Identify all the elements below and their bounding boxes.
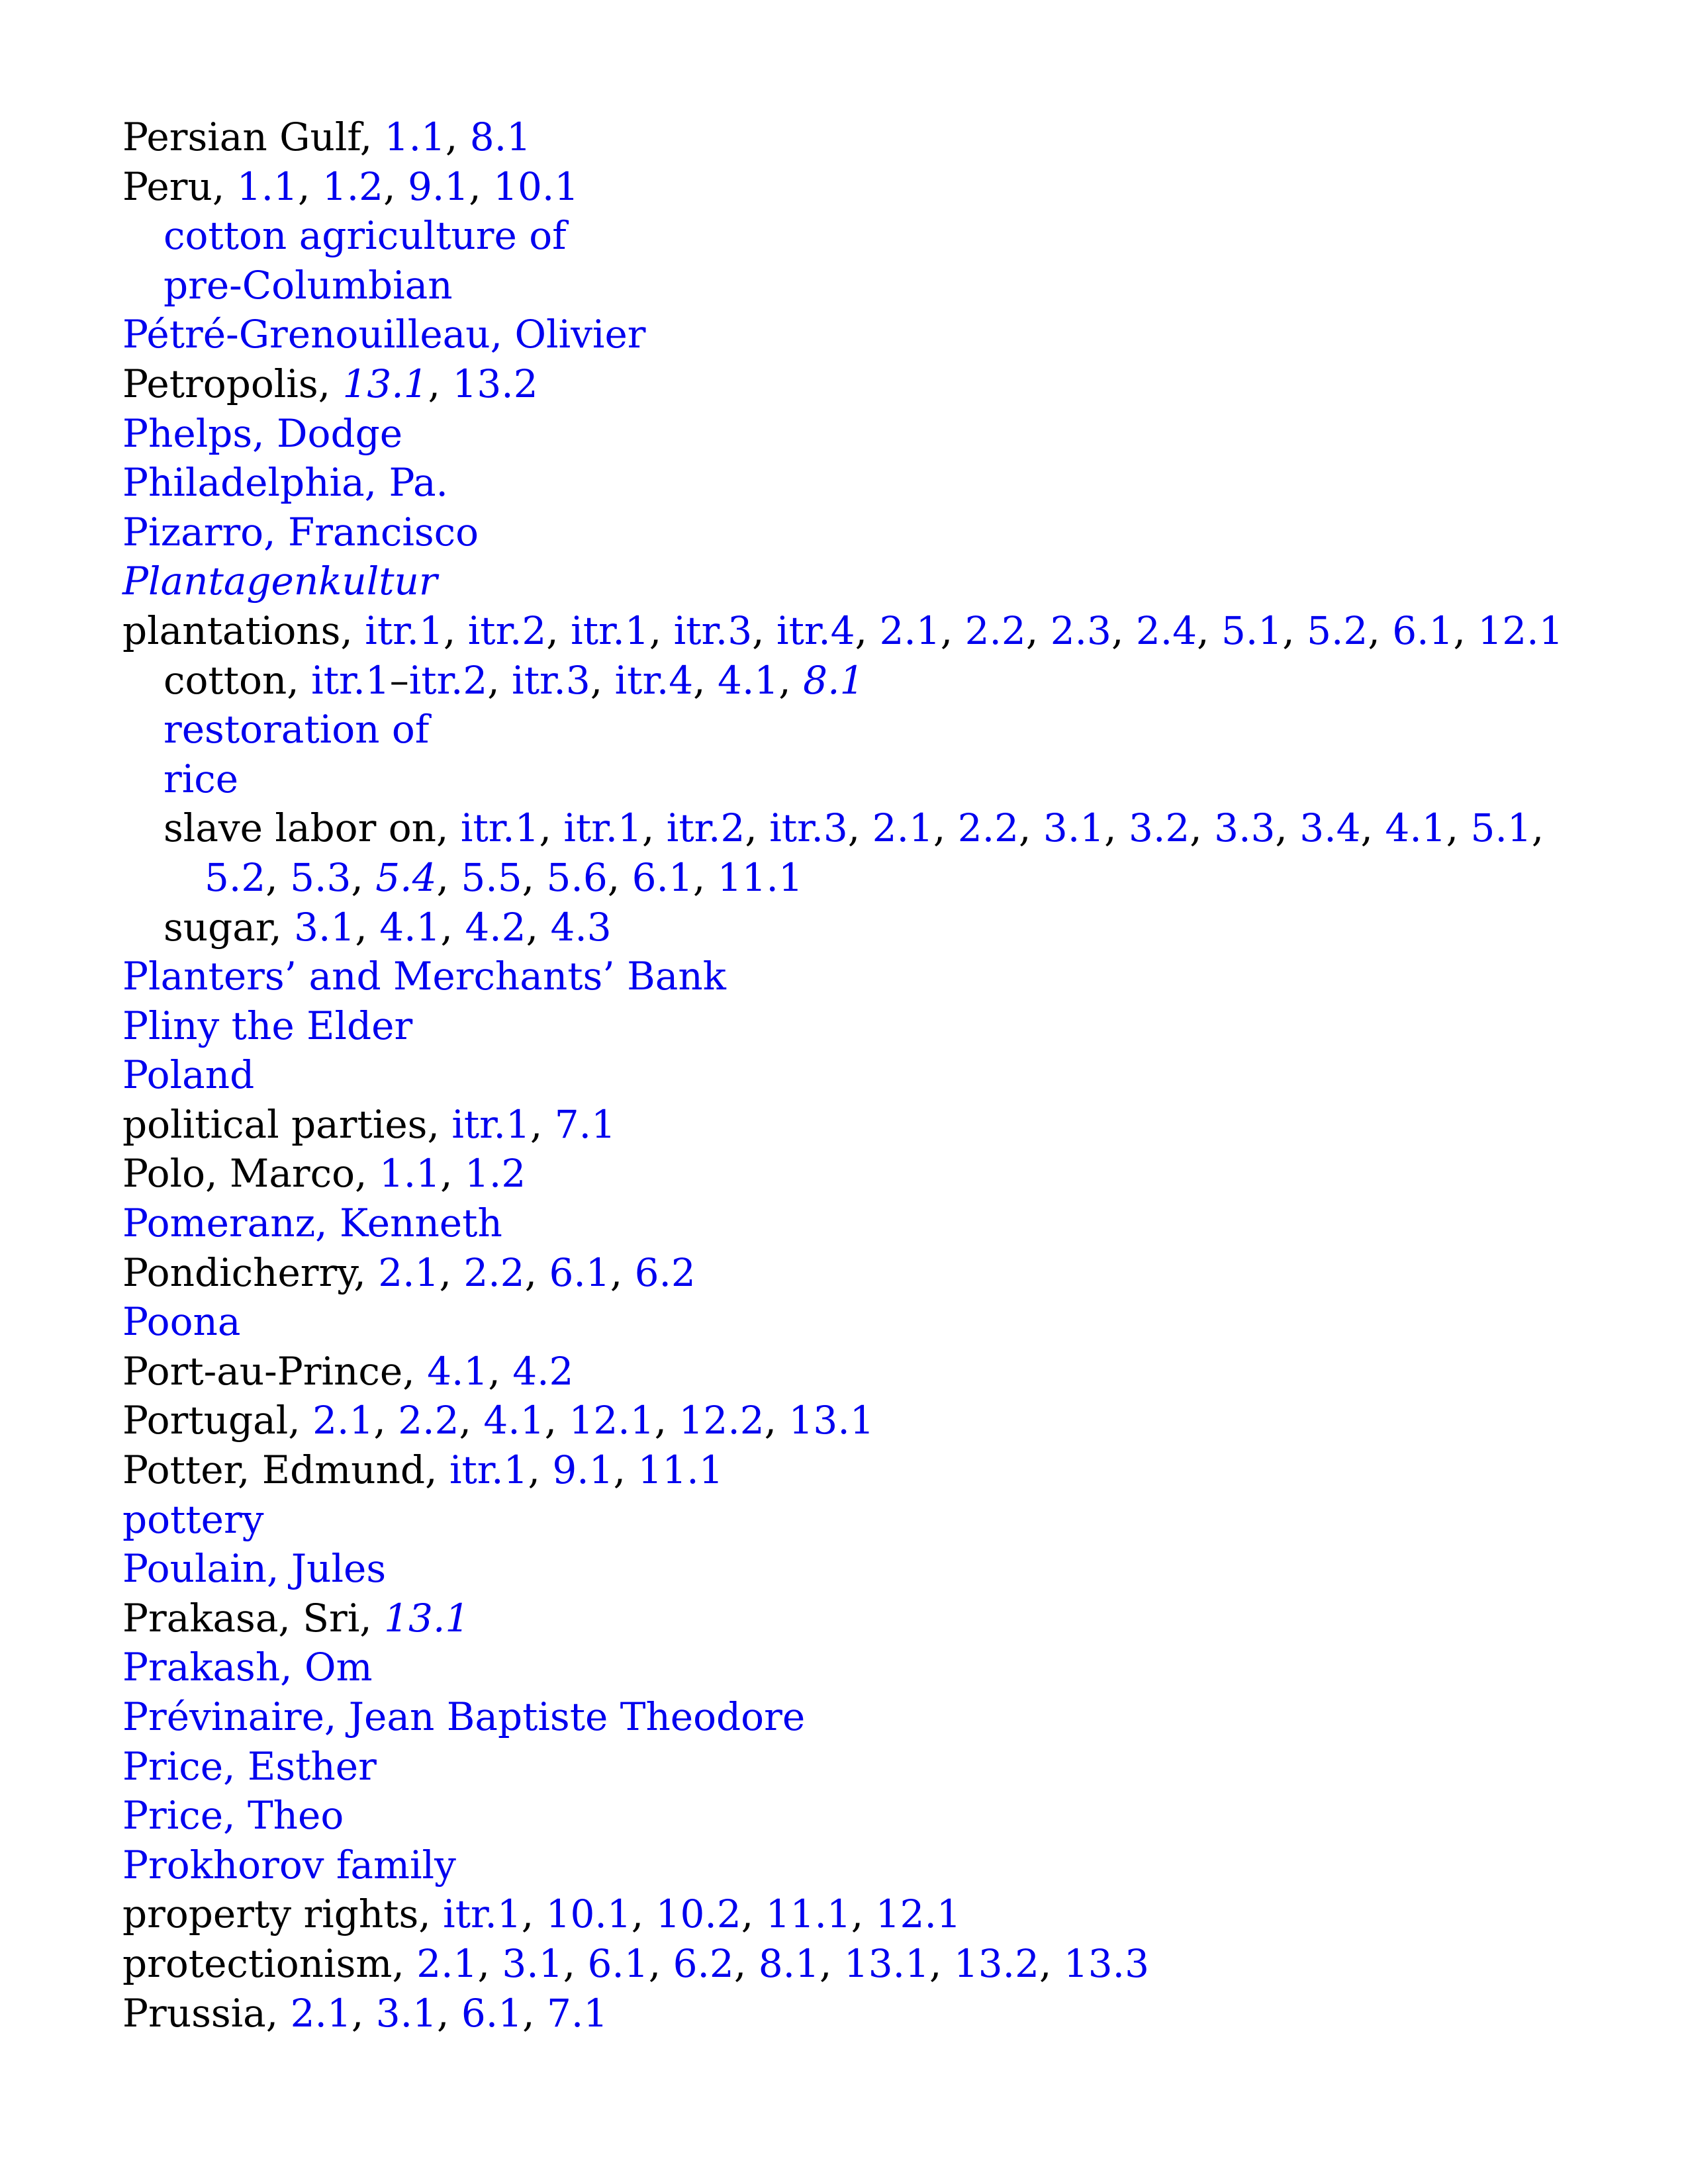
page-reference-link[interactable]: 5.4 [375, 854, 437, 900]
page-reference-link[interactable]: 3.1 [375, 1990, 438, 2036]
index-subentry: sugar, 3.1, 4.1, 4.2, 4.3 [164, 904, 612, 950]
page-reference-link[interactable]: itr.1 [443, 1891, 522, 1937]
index-term-link[interactable]: Prokhorov family [122, 1842, 456, 1888]
page-reference-link[interactable]: itr.2 [666, 805, 745, 851]
page-reference-link[interactable]: 5.1 [1470, 805, 1532, 851]
index-term-link[interactable]: Poona [122, 1299, 241, 1345]
page-reference-link[interactable]: 2.2 [964, 608, 1026, 653]
index-entry [122, 1791, 1579, 1841]
index-entry: Persian Gulf, 1.1, 8.1 [122, 114, 532, 159]
index-entry [122, 508, 1579, 557]
index-entry: Petropolis, 13.1, 13.2 [122, 361, 538, 406]
page-reference-link[interactable]: 8.1 [803, 657, 865, 703]
index-term: Polo, Marco [122, 1151, 355, 1197]
index-term: plantations [122, 608, 341, 653]
page-reference-link[interactable]: 3.1 [294, 904, 355, 950]
index-subentry: cotton, itr.1–itr.2, itr.3, itr.4, 4.1, 8.1 [164, 657, 865, 703]
index-subentry [122, 705, 1579, 754]
page-reference-link[interactable]: 2.2 [398, 1398, 459, 1443]
page-reference-link[interactable]: 8.1 [469, 114, 532, 159]
page-reference-link[interactable]: 4.1 [379, 904, 441, 950]
index-subentry [122, 754, 1579, 804]
index-entry [122, 952, 1579, 1001]
index-term: property rights [122, 1891, 419, 1937]
index-entry: protectionism, 2.1, 3.1, 6.1, 6.2, 8.1, 13.1, 13.2, 13.3 [122, 1940, 1150, 1986]
page-reference-link[interactable]: itr.3 [512, 657, 590, 703]
page-reference-link[interactable]: 4.1 [427, 1348, 489, 1394]
index-term-link[interactable]: restoration of [164, 707, 430, 752]
page-reference-link[interactable]: 2.2 [957, 805, 1019, 851]
page-reference-link[interactable]: 5.6 [546, 854, 608, 900]
page-reference-link[interactable]: 8.1 [758, 1940, 820, 1986]
index-term-link[interactable]: Price, Esther [122, 1743, 377, 1789]
index-entry: plantations, itr.1, itr.2, itr.1, itr.3, itr.4, 2.1, 2.2, 2.3, 2.4, 5.1, 5.2, 6.1, 12.1 [122, 608, 1564, 653]
index-term: political parties [122, 1101, 428, 1147]
page-reference-link[interactable]: 4.1 [1385, 805, 1446, 851]
page-reference-link[interactable]: 3.1 [502, 1940, 563, 1986]
page-reference-link[interactable]: itr.3 [673, 608, 753, 653]
page-reference-link[interactable]: 13.2 [452, 361, 538, 406]
index-entry [122, 1742, 1579, 1792]
page-reference-link[interactable]: 9.1 [552, 1447, 614, 1493]
index-term: sugar [164, 904, 270, 950]
index-term: Portugal [122, 1398, 289, 1443]
index-entry [122, 1050, 1579, 1100]
page-reference-link[interactable]: 12.1 [875, 1891, 961, 1937]
page-reference-link[interactable]: 2.1 [378, 1250, 440, 1295]
page-reference-link[interactable]: 11.1 [765, 1891, 851, 1937]
index-term-link[interactable]: pottery [122, 1496, 264, 1542]
index-entry: property rights, itr.1, 10.1, 10.2, 11.1, 12.1 [122, 1891, 961, 1937]
index-term-link[interactable]: pre-Columbian [164, 262, 453, 308]
index-term: cotton [164, 657, 287, 703]
page-reference-link[interactable]: itr.1 [460, 805, 539, 851]
page-reference-link[interactable]: 2.1 [416, 1940, 478, 1986]
page-reference-link[interactable]: 3.4 [1299, 805, 1361, 851]
index-entry: Prussia, 2.1, 3.1, 6.1, 7.1 [122, 1990, 608, 2036]
index-entry [122, 1841, 1579, 1890]
page-reference-link[interactable]: 5.5 [461, 854, 522, 900]
index-entry: Pondicherry, 2.1, 2.2, 6.1, 6.2 [122, 1250, 696, 1295]
page-reference-link[interactable]: 13.1 [384, 1595, 470, 1641]
index-term-link[interactable]: Phelps, Dodge [122, 410, 403, 456]
page-reference-link[interactable]: 11.1 [717, 854, 803, 900]
index-term-link[interactable]: rice [164, 756, 239, 801]
page-reference-link[interactable]: 10.1 [545, 1891, 632, 1937]
index-term: protectionism [122, 1940, 393, 1986]
index-term: Petropolis [122, 361, 318, 406]
page-reference-link[interactable]: 2.1 [879, 608, 941, 653]
page-reference-link[interactable]: 1.2 [322, 163, 384, 209]
index-entry [122, 1297, 1579, 1347]
index-entry [122, 1199, 1579, 1248]
index-term-link[interactable]: cotton agriculture of [164, 213, 567, 259]
index-entry: Portugal, 2.1, 2.2, 4.1, 12.1, 12.2, 13.1 [122, 1398, 874, 1443]
index-entry [122, 458, 1579, 508]
index-term: Pondicherry [122, 1250, 354, 1295]
page-reference-link[interactable]: 13.1 [788, 1398, 874, 1443]
page-reference-link[interactable]: 7.1 [547, 1990, 608, 2036]
page-reference-link[interactable]: 3.2 [1129, 805, 1190, 851]
index-term-link[interactable]: Pliny the Elder [122, 1003, 413, 1048]
index-term-link[interactable]: Prévinaire, Jean Baptiste Theodore [122, 1694, 806, 1739]
page-reference-link[interactable]: itr.1 [571, 608, 649, 653]
page-reference-link[interactable]: 3.3 [1214, 805, 1276, 851]
index-subentry [122, 211, 1579, 261]
page-reference-link[interactable]: itr.1 [451, 1101, 530, 1147]
index-term: Port-au-Prince [122, 1348, 403, 1394]
page-reference-link[interactable]: itr.2 [467, 608, 547, 653]
index-term-link[interactable]: Price, Theo [122, 1793, 344, 1839]
page-reference-link[interactable]: 2.3 [1050, 608, 1111, 653]
page-reference-link[interactable]: 5.2 [205, 854, 266, 900]
index-entry [122, 557, 1579, 606]
index-term-link[interactable]: Prakash, Om [122, 1645, 373, 1690]
page-reference-link[interactable]: 2.1 [312, 1398, 374, 1443]
page-reference-link[interactable]: 11.1 [637, 1447, 724, 1493]
index-entry: political parties, itr.1, 7.1 [122, 1101, 616, 1147]
page-reference-link[interactable]: 13.1 [342, 361, 428, 406]
page-reference-link[interactable]: 12.1 [569, 1398, 655, 1443]
page-reference-link[interactable]: 4.2 [512, 1348, 574, 1394]
index-term-link[interactable]: Pétré-Grenouilleau, Olivier [122, 312, 646, 357]
index-term-link[interactable]: Philadelphia, Pa. [122, 460, 448, 506]
index-term: Potter, Edmund [122, 1447, 426, 1493]
page-reference-link[interactable]: 2.1 [872, 805, 933, 851]
page-reference-link[interactable]: 13.1 [843, 1940, 929, 1986]
index-page [122, 113, 1579, 2038]
page-reference-link[interactable]: 5.1 [1221, 608, 1283, 653]
page-reference-link[interactable]: 6.1 [1392, 608, 1454, 653]
index-term: Prussia [122, 1990, 266, 2036]
index-entry [122, 409, 1579, 459]
page-reference-link[interactable]: 10.2 [655, 1891, 741, 1937]
index-term-link[interactable]: Planters’ and Merchants’ Bank [122, 954, 726, 999]
page-reference-link[interactable]: 7.1 [554, 1101, 616, 1147]
page-reference-link[interactable]: 5.2 [1307, 608, 1368, 653]
index-term-link[interactable]: Pizarro, Francisco [122, 509, 479, 555]
page-reference-link[interactable]: 4.1 [718, 657, 779, 703]
index-entry: Prakasa, Sri, 13.1 [122, 1595, 470, 1641]
index-entry [122, 310, 1579, 359]
page-reference-link[interactable]: 12.1 [1477, 608, 1564, 653]
page-reference-link[interactable]: 2.1 [290, 1990, 352, 2036]
page-reference-link[interactable]: 6.1 [461, 1990, 523, 2036]
index-entry: Peru, 1.1, 1.2, 9.1, 10.1 [122, 163, 579, 209]
page-reference-link[interactable]: 4.1 [483, 1398, 545, 1443]
page-reference-link[interactable]: 1.2 [465, 1151, 526, 1197]
index-subentry: slave labor on, itr.1, itr.1, itr.2, itr.3, 2.1, 2.2, 3.1, 3.2, 3.3, 3.4, 4.1, 5.1, [164, 805, 1544, 851]
index-term: Prakasa, Sri [122, 1595, 360, 1641]
index-term: Peru [122, 163, 212, 209]
page-reference-link[interactable]: 1.1 [236, 163, 298, 209]
page-reference-link[interactable]: itr.1 [311, 657, 390, 703]
page-reference-link[interactable]: 6.1 [549, 1250, 610, 1295]
index-term-link[interactable]: Poulain, Jules [122, 1546, 387, 1592]
page-reference-link[interactable]: 4.2 [465, 904, 526, 950]
index-entry [122, 1495, 1579, 1545]
page-reference-link[interactable]: 6.1 [632, 854, 693, 900]
index-entry: Potter, Edmund, itr.1, 9.1, 11.1 [122, 1447, 724, 1493]
page-reference-link[interactable]: itr.3 [769, 805, 848, 851]
page-reference-link[interactable]: 2.4 [1135, 608, 1197, 653]
page-reference-link[interactable]: 13.2 [953, 1940, 1039, 1986]
index-entry: Port-au-Prince, 4.1, 4.2 [122, 1348, 574, 1394]
page-reference-link[interactable]: 13.3 [1063, 1940, 1150, 1986]
index-entry [122, 1692, 1579, 1742]
page-reference-link[interactable]: itr.4 [614, 657, 694, 703]
page-reference-link[interactable]: 3.1 [1043, 805, 1105, 851]
index-entry [122, 1544, 1579, 1594]
page-reference-link[interactable]: itr.1 [449, 1447, 528, 1493]
page-reference-link[interactable]: itr.2 [408, 657, 488, 703]
page-reference-link[interactable]: 6.1 [587, 1940, 649, 1986]
page-reference-link[interactable]: 12.2 [679, 1398, 765, 1443]
index-entry [122, 1643, 1579, 1692]
index-subentry [122, 261, 1579, 310]
page-reference-link[interactable]: 4.3 [550, 904, 612, 950]
index-entry [122, 1001, 1579, 1051]
page-reference-link[interactable]: 1.1 [379, 1151, 441, 1197]
index-term-link[interactable]: Pomeranz, Kenneth [122, 1201, 502, 1246]
page-reference-link[interactable]: 5.3 [290, 854, 352, 900]
index-entry: Polo, Marco, 1.1, 1.2 [122, 1151, 526, 1197]
page-reference-link[interactable]: 10.1 [493, 163, 579, 209]
index-term: Persian Gulf [122, 114, 360, 159]
page-reference-link[interactable]: 2.2 [463, 1250, 525, 1295]
index-term-link[interactable]: Plantagenkultur [122, 559, 438, 604]
page-reference-link[interactable]: itr.4 [776, 608, 855, 653]
index-entry-continuation: 5.2, 5.3, 5.4, 5.5, 5.6, 6.1, 11.1 [205, 854, 803, 900]
page-reference-link[interactable]: itr.1 [563, 805, 642, 851]
page-reference-link[interactable]: 6.2 [673, 1940, 734, 1986]
page-reference-link[interactable]: 9.1 [407, 163, 469, 209]
index-term-link[interactable]: Poland [122, 1052, 255, 1098]
index-term: slave labor on [164, 805, 437, 851]
page-reference-link[interactable]: itr.1 [365, 608, 444, 653]
page-reference-link[interactable]: 1.1 [384, 114, 445, 159]
page-reference-link[interactable]: 6.2 [634, 1250, 696, 1295]
